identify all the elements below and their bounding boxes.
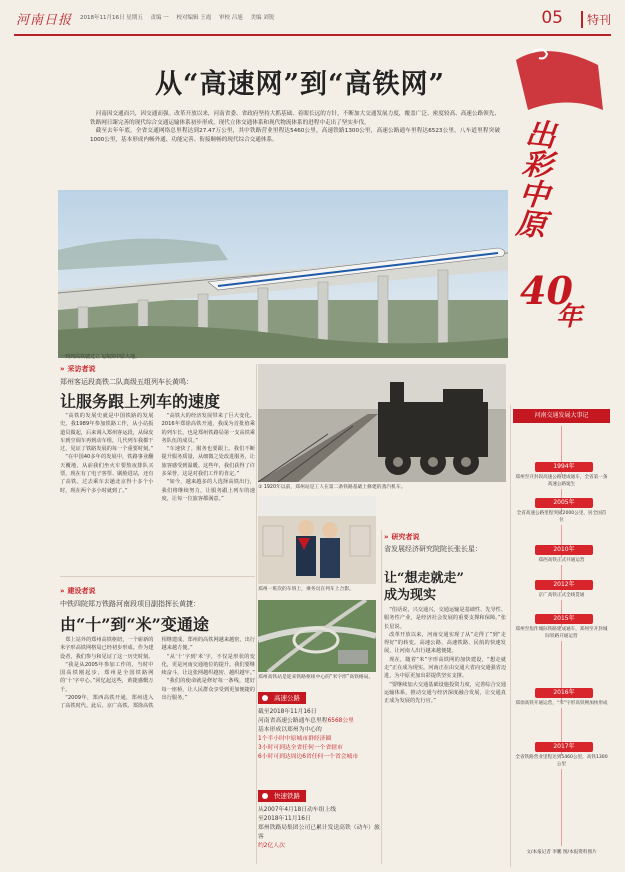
photo-steam-locomotive	[258, 364, 506, 482]
timeline-year: 2012年	[535, 580, 593, 590]
masthead	[0, 0, 625, 40]
article-paragraph: “俗话说，兴交通兴，交通运输是基础性、先导性、服务性产业，是经济社会发展的重要支撑和保障。”张长星说。	[384, 607, 506, 630]
article-paragraph: “2009年，郑西高铁开通，郑州进入了高铁时代。此后，京广高铁、郑徐高铁相继建成，郑州的高铁网越来越密，出行越来越方便。”	[60, 637, 255, 710]
article-title: 成为现实	[384, 588, 437, 603]
lead-paragraph	[90, 110, 500, 144]
article-subtitle: 郑州客运段高铁二队高级五组列车长黄鸣：	[60, 378, 193, 386]
stat-highlight: 约2亿人次	[258, 843, 285, 849]
photo-caption: 郑州高铁站是迎来铁路枢纽中心的“米字形”高铁格局。	[258, 675, 374, 680]
article-paragraph: 改革开放以来，河南交通实现了从“走得了”到“走得好”的转变。高速公路、高速铁路、民航的快速发展，让河南人出行越来越便捷。	[384, 631, 506, 655]
divider	[510, 405, 511, 867]
article-paragraph: “我们的使命就是修好每一条线，建好每一座桥，让人民群众享受到更加便捷的出行服务。”	[161, 678, 255, 702]
issue-date: 2018年11月16日 星期五	[80, 15, 143, 21]
article-paragraph: 现在，随着“米”字形高铁网的加快建设，“想走就走”正在成为现实。河南正在由交通大省向交通强省迈进，为中原更加出彩提供坚实支撑。	[384, 656, 506, 680]
deco-year: 年	[556, 302, 583, 332]
section-header: » 采访者说	[60, 364, 96, 374]
section-header: » 研究者说	[384, 532, 420, 542]
article-paragraph: “我是从2005年参加工作的，当时中国高铁刚起步，郑州是全国铁路网的‘十’字中心。”回忆起这些，黄捷感慨万千。	[60, 661, 154, 693]
hero-caption: 一列列高铁驶过立飞海滨中原大地。	[60, 354, 141, 360]
timeline-event: 全省铁路营业里程达到5460公里，高铁1300公里	[515, 755, 608, 767]
lead-text: 河南因交通而兴，因交通而强。改革开放以来，河南省委、省政府坚持大抓基础、着眼长远的方针，不断加大交通发展力度，覆盖广泛、密度较高、高速公路领先、铁路网日臻完善的现代综合交通运输体系初步形成，现代立体交通体系和现代物流体系的进程中走出了坚实步伐。	[90, 111, 500, 126]
article-paragraph: “高铁的发展史就是中国铁路的发展史。我1989年参加铁路工作，从小站扳道员做起，后来调入郑州客运段，从绿皮车到空调车再到动车组，几代列车我都干过，见证了铁路发展的每一个重要时刻。”	[60, 413, 154, 453]
article-paragraph: 郑上站外的郑州高铁枢纽，一个崭新的米字形高铁网格局已经初步形成。作为建设者，我们参与和见证了这一历史时刻。	[60, 637, 154, 660]
divider	[60, 576, 255, 577]
issue-meta	[80, 13, 280, 21]
stat-line: 郑州铁路局集团公司已累计发送高铁（动车）旅客	[258, 825, 380, 840]
page-number: 05	[541, 8, 563, 28]
article-body	[60, 636, 255, 864]
timeline-event: 京广高铁正式全线贯通	[515, 593, 608, 600]
deco-calligraphy: 出彩中原	[508, 116, 557, 240]
stat-line: 基本形成以郑州为中心的	[258, 727, 322, 733]
editor-name: 责编 一	[150, 15, 169, 21]
stat-line: 至2018年11月16日	[258, 816, 311, 822]
photo-caption: 郑州一班次的车班上，乘务员在列车上合影。	[258, 587, 354, 592]
photo-caption: ① 1920年以前，郑州站是工人在第二条铁路基础上修建的蒸汽机车。	[258, 485, 406, 490]
timeline-event: 郑州至焦作城际铁路建成通车，郑州至开封城际铁路开通运营	[515, 627, 608, 639]
timeline-year: 1994年	[535, 462, 593, 472]
timeline-event: 全省高速公路里程突破2000公里，居全国首位	[516, 511, 607, 523]
box-header-highway: 高速公路	[258, 692, 306, 704]
photo-train-crew	[258, 496, 376, 584]
box-header-railway: 快速铁路	[258, 790, 306, 802]
timeline-year: 2017年	[535, 742, 593, 752]
highway-stats	[258, 708, 380, 762]
credits: 文/本报记者 李鹏 图/本报资料图片	[515, 850, 608, 857]
editor-name: 美编 刘锐	[250, 15, 275, 21]
article-paragraph: “从‘十’字到‘米’字，不仅是形状的变化，更是河南交通地位的提升。我们要继续奋斗，让这张网越织越密、越织越牢。”	[161, 653, 255, 677]
header-rule	[14, 34, 611, 36]
timeline-event: 郑西高铁正式开通运营	[515, 558, 608, 565]
lead-text: 截至去年年底，全省交通网络总里程达到27.47万公里，其中铁路营业里程达5460公里，高速铁路1300公里，高速公路通车里程达6523公里，八车道里程突破1000公里，基本形成内畅外通、功能完善、衔接顺畅的现代综合交通体系。	[90, 128, 500, 143]
divider	[381, 530, 382, 864]
timeline-year: 2010年	[535, 545, 593, 555]
editor-name: 校对编辑 王霞	[176, 15, 212, 21]
article-paragraph: “要继续加大交通基础设施投资力度，完善综合交通运输体系，推动交通与经济深度融合发展，让交通真正成为发展的先行官。”	[384, 681, 506, 705]
page-title: 从“高速网”到“高铁网”	[154, 69, 446, 100]
deco-forty: 40	[520, 268, 573, 313]
timeline-event: 郑州至开封段高速公路建成通车，全省第一条高速公路诞生	[515, 475, 608, 487]
divider	[256, 364, 257, 864]
page-section: 特刊	[581, 11, 611, 28]
article-title: 让服务跟上列车的速度	[60, 392, 221, 411]
article-title: 由“十”到“米”变通途	[60, 615, 209, 634]
article-body	[384, 606, 506, 866]
photo-aerial-hub	[258, 600, 376, 672]
timeline-year: 2005年	[535, 498, 593, 508]
article-title: 让“想走就走”	[384, 571, 464, 586]
stat-line: 3小时可到达全省任何一个省辖市	[258, 745, 343, 751]
stat-line: 从2007年4月18日动车组上线	[258, 807, 336, 813]
railway-stats	[258, 806, 380, 851]
newspaper-logo: 河南日报	[16, 13, 73, 28]
article-paragraph: “在中国40多年的发展中，铁路事业翻天覆地，从前我们坐火车要熬夜排队买票，现在有了电子客票、刷脸进站，还有了高铁。过去乘车去趟北京得十多个小时，现在两个多小时就到了。”	[60, 454, 154, 494]
section-header: » 建设者说	[60, 586, 96, 596]
article-paragraph: “车速快了，服务也要跟上。我们不断提升服务质量，从细微之处改进服务，让旅客感受到温暖。这些年，我们获得了许多荣誉，这是对我们工作的肯定。”	[161, 446, 255, 478]
editor-name: 审校 吕旭	[219, 15, 243, 21]
stat-line: 6小时可到达周边6省任何一个省会城市	[258, 754, 359, 760]
stat-line: 截至2018年11月16日	[258, 709, 317, 715]
stat-highlight: 6568公里	[327, 718, 354, 724]
article-paragraph: “高铁大的经济发展带来了巨大变化。2016年郑徐高铁开通，我成为首批值乘的列车长，也是郑州铁路局第一支高铁乘务队伍的成员。”	[161, 413, 255, 444]
article-body	[60, 412, 255, 570]
hero-photo-highspeed-train	[58, 190, 508, 358]
timeline-year: 2016年	[535, 688, 593, 698]
article-subtitle: 中铁四院郑万铁路河南段项目副指挥长黄捷：	[60, 600, 200, 608]
timeline-event: 郑徐高铁开通运营，“米”字形高铁网加快形成	[515, 701, 608, 706]
stat-line: 1个半小时中原城市群经济圈	[258, 736, 332, 742]
article-paragraph: “如今，越来越多的人选择高铁出行，我们将继续努力，让服务跟上列车的速度，让每一位旅客都满意。”	[161, 479, 255, 502]
timeline-year: 2015年	[535, 614, 593, 624]
stat-line: 河南省高速公路通车总里程	[258, 718, 328, 724]
article-subtitle: 省发展经济研究院院长张长星：	[384, 545, 482, 553]
timeline-title: 河南交通发展大事记	[513, 409, 610, 423]
